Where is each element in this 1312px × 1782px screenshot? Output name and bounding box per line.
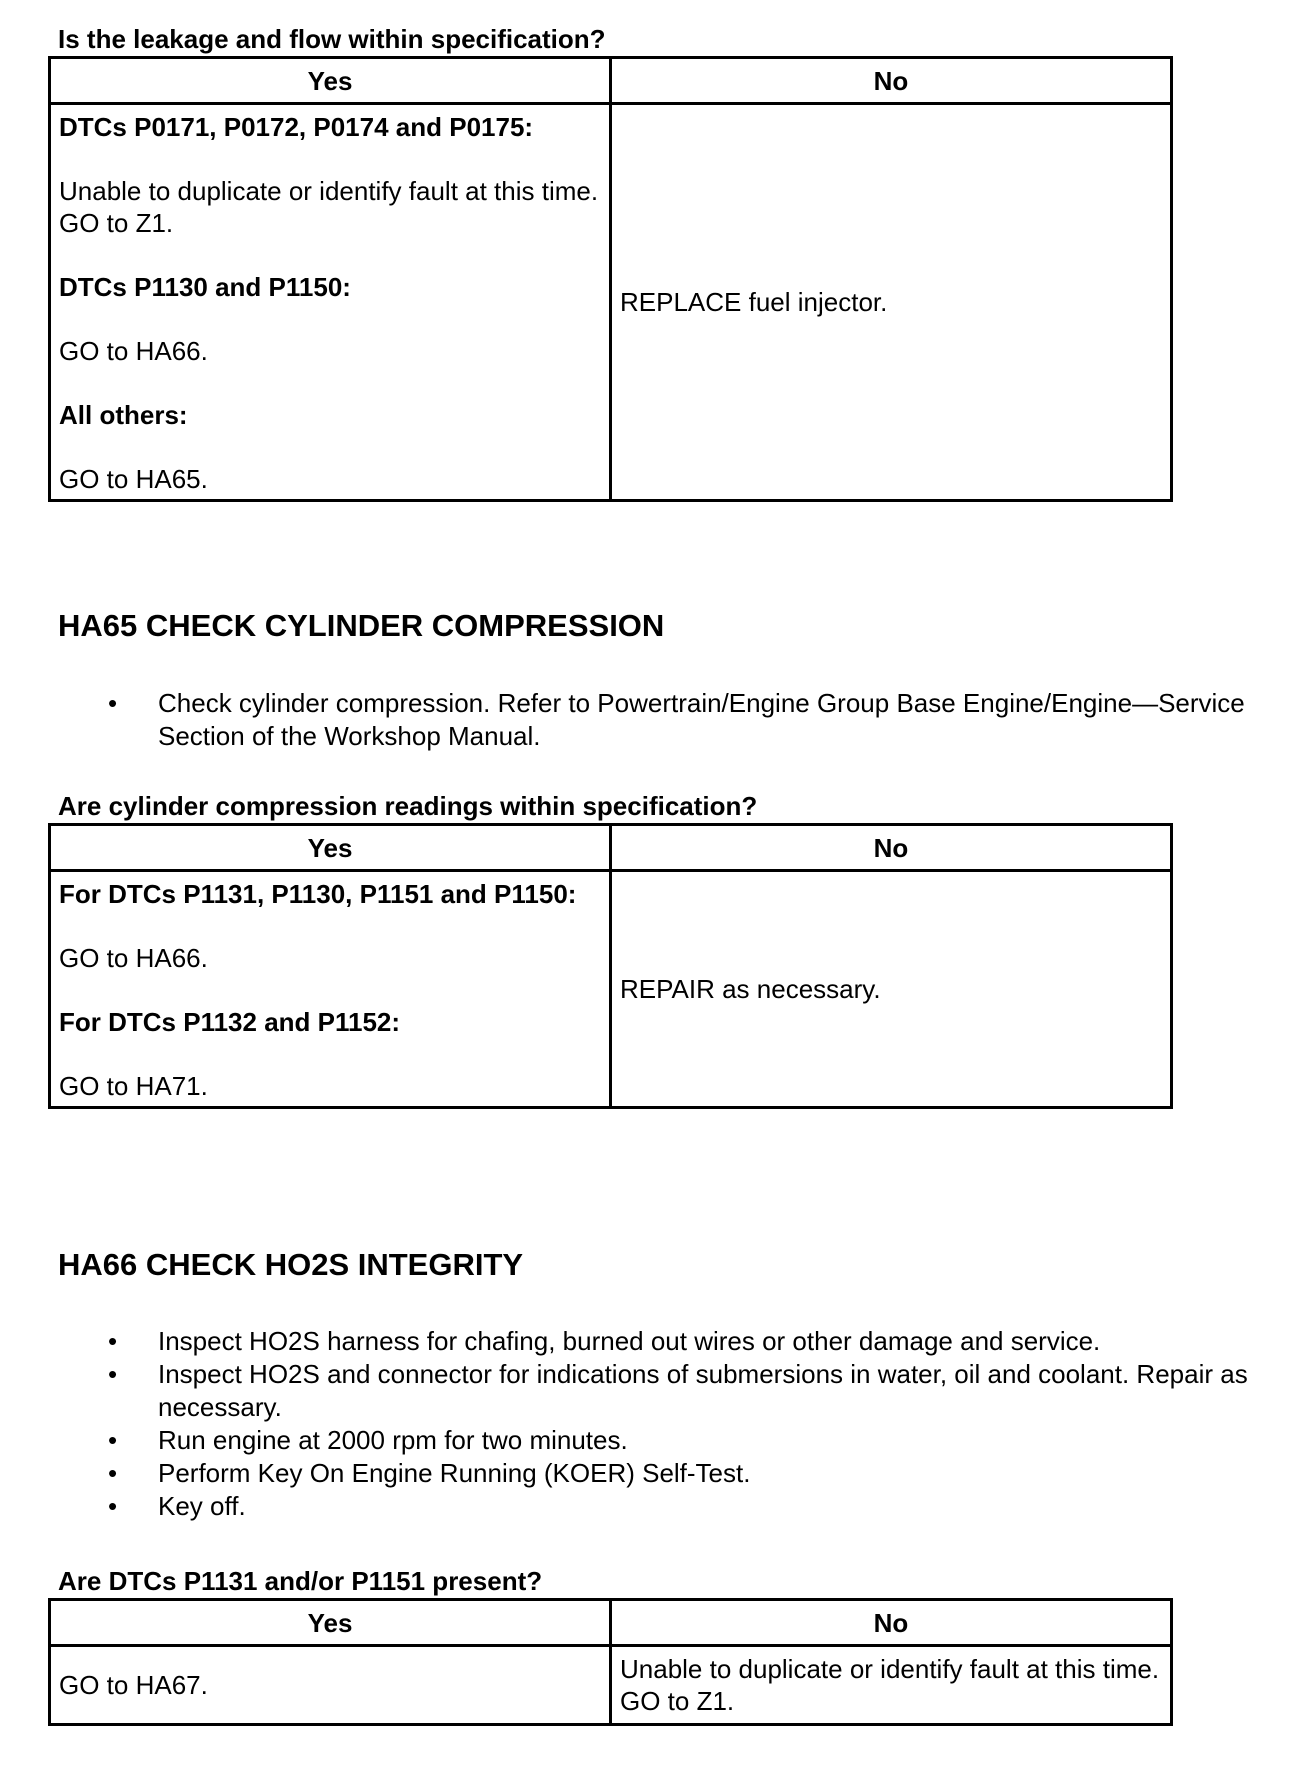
no-header: No <box>611 825 1172 871</box>
yes-line: GO to HA65. <box>59 464 208 494</box>
heading-ha65: HA65 CHECK CYLINDER COMPRESSION <box>58 608 665 643</box>
list-item: • Check cylinder compression. Refer to Powertrain/Engine Group Base Engine/Engine—Service Section of the Workshop Manual. <box>108 688 1245 751</box>
yes-no-table-compression <box>48 823 1173 1109</box>
yes-no-table-leakage <box>48 56 1173 502</box>
bullet-icon: • <box>108 1359 118 1389</box>
bullet-icon: • <box>108 688 118 718</box>
yes-cell <box>50 104 611 501</box>
list-item: • Perform Key On Engine Running (KOER) Self-Test. <box>108 1458 751 1488</box>
yes-line: For DTCs P1131, P1130, P1151 and P1150: <box>59 879 577 909</box>
yes-line: For DTCs P1132 and P1152: <box>59 1007 401 1037</box>
question-dtc-present: Are DTCs P1131 and/or P1151 present? <box>58 1566 543 1596</box>
bullet-icon: • <box>108 1491 118 1521</box>
bullet-list-ha65 <box>108 687 1248 753</box>
yes-cell: GO to HA67. <box>50 1646 611 1725</box>
no-header: No <box>611 1600 1172 1646</box>
yes-line: GO to HA71. <box>59 1071 208 1101</box>
list-item: • Inspect HO2S and connector for indications of submersions in water, oil and coolant. Repair as necessary. <box>108 1359 1248 1422</box>
yes-line: All others: <box>59 400 188 430</box>
question-compression: Are cylinder compression readings within specification? <box>58 791 758 821</box>
bullet-list-ha66 <box>108 1325 1248 1523</box>
yes-cell <box>50 871 611 1108</box>
no-header: No <box>611 58 1172 104</box>
list-item: • Run engine at 2000 rpm for two minutes. <box>108 1425 628 1455</box>
yes-line: DTCs P0171, P0172, P0174 and P0175: <box>59 112 534 142</box>
list-item: • Inspect HO2S harness for chafing, burned out wires or other damage and service. <box>108 1326 1101 1356</box>
yes-line: GO to HA66. <box>59 336 208 366</box>
bullet-icon: • <box>108 1458 118 1488</box>
yes-line: DTCs P1130 and P1150: <box>59 272 351 302</box>
bullet-icon: • <box>108 1326 118 1356</box>
yes-line: GO to HA66. <box>59 943 208 973</box>
no-cell: REPAIR as necessary. <box>611 871 1172 1108</box>
question-leakage-flow: Is the leakage and flow within specification? <box>58 24 606 54</box>
no-cell: Unable to duplicate or identify fault at this time. GO to Z1. <box>611 1646 1172 1725</box>
no-cell: REPLACE fuel injector. <box>611 104 1172 501</box>
yes-header: Yes <box>50 825 611 871</box>
list-item: • Key off. <box>108 1491 246 1521</box>
yes-line: Unable to duplicate or identify fault at this time. GO to Z1. <box>59 176 599 238</box>
heading-ha66: HA66 CHECK HO2S INTEGRITY <box>58 1247 524 1282</box>
yes-no-table-dtc <box>48 1598 1173 1726</box>
yes-header: Yes <box>50 58 611 104</box>
yes-header: Yes <box>50 1600 611 1646</box>
bullet-icon: • <box>108 1425 118 1455</box>
